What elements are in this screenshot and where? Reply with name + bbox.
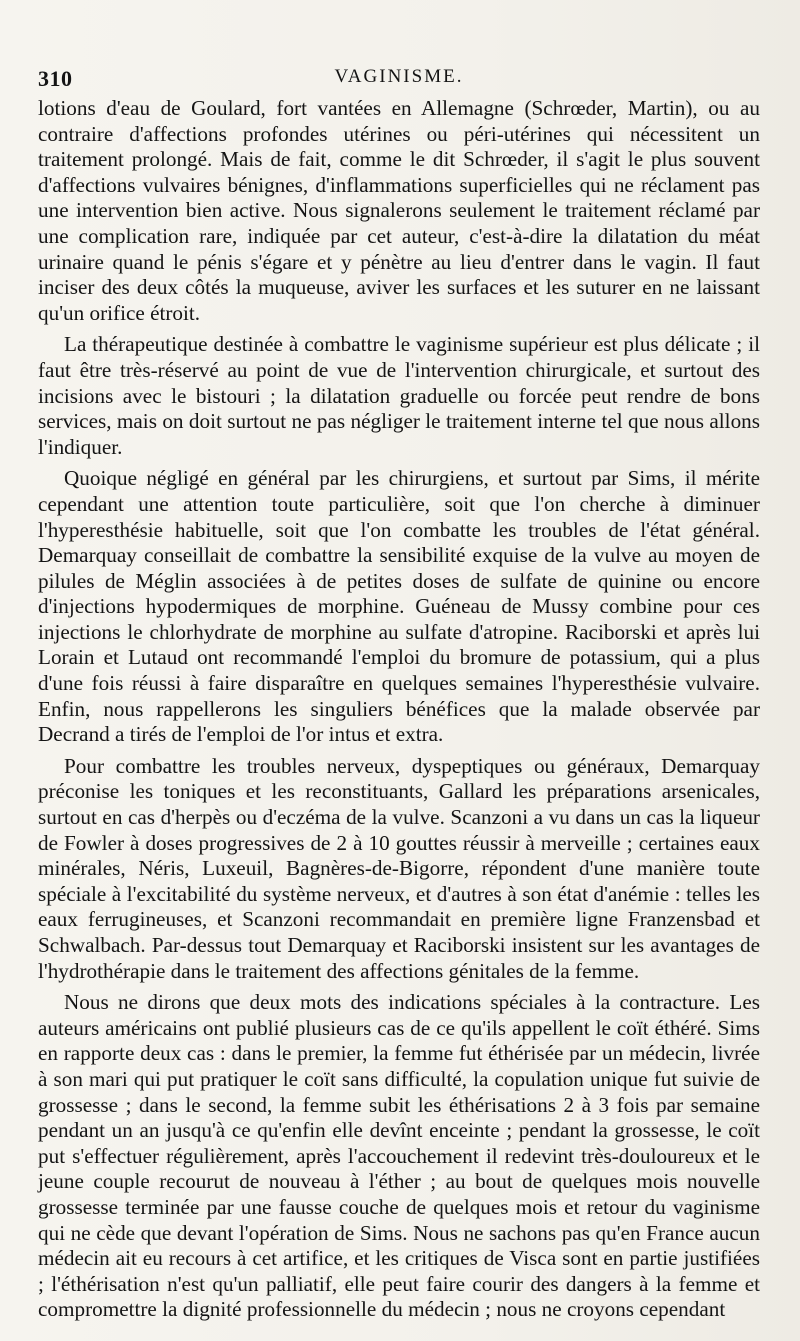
paragraph: La thérapeutique destinée à combattre le vaginisme supérieur est plus délicate ; il faut être très-réservé au point de vue de l'intervention chirurgicale, et surtout des incisions avec le bistouri ; la dilatation graduelle ou forcée peut rendre de bons services, mais on doit surtout ne pas négliger le traitement interne tel que nous allons l'indiquer. [38, 332, 760, 459]
body-text [38, 96, 760, 1323]
running-head: VAGINISME. [334, 66, 464, 87]
paragraph: Pour combattre les troubles nerveux, dyspeptiques ou généraux, Demarquay préconise les toniques et les reconstituants, Gallard les préparations arsenicales, surtout en cas d'herpès ou d'eczéma de la vulve. Scanzoni a vu dans un cas la liqueur de Fowler à doses progressives de 2 à 10 gouttes réussir à merveille ; certaines eaux minérales, Néris, Luxeuil, Bagnères-de-Bigorre, répondent d'une manière toute spéciale à l'excitabilité du système nerveux, et d'autres à son état d'anémie : telles les eaux ferrugineuses, et Scanzoni recommandait en première ligne Franzensbad et Schwalbach. Par-dessus tout Demarquay et Raciborski insistent sur les avantages de l'hydrothérapie dans le traitement des affections génitales de la femme. [38, 753, 760, 983]
paragraph: Quoique négligé en général par les chirurgiens, et surtout par Sims, il mérite cependant une attention toute particulière, soit que l'on cherche à diminuer l'hyperesthésie habituelle, soit que l'on combatte les troubles de l'état général. Demarquay conseillait de combattre la sensibilité exquise de la vulve au moyen de pilules de Méglin associées à de petites doses de sulfate de quinine ou encore d'injections hypodermiques de morphine. Guéneau de Mussy combine pour ces injections le chlorhydrate de morphine au sulfate d'atropine. Raciborski et après lui Lorain et Lutaud ont recommandé l'emploi du bromure de potassium, qui a plus d'une fois réussi à faire disparaître en quelques semaines l'hyperesthésie vulvaire. Enfin, nous rappellerons les singuliers bénéfices que la malade observée par Decrand a tirés de l'emploi de l'or intus et extra. [38, 466, 760, 747]
page-header [38, 62, 760, 96]
page-number: 310 [38, 66, 73, 91]
paragraph: lotions d'eau de Goulard, fort vantées en Allemagne (Schrœder, Martin), ou au contraire d'affections profondes utérines ou péri-utérines qui nécessitent un traitement prolongé. Mais de fait, comme le dit Schrœder, il s'agit le plus souvent d'affections vulvaires bénignes, d'inflammations superficielles qui ne réclament pas une intervention bien active. Nous signalerons seulement le traitement réclamé par une complication rare, indiquée par cet auteur, c'est-à-dire la dilatation du méat urinaire quand le pénis s'égare et y pénètre au lieu d'entrer dans le vagin. Il faut inciser des deux côtés la muqueuse, aviver les surfaces et les suturer en ne laissant qu'un orifice étroit. [38, 96, 760, 325]
paragraph: Nous ne dirons que deux mots des indications spéciales à la contracture. Les auteurs américains ont publié plusieurs cas de ce qu'ils appellent le coït éthéré. Sims en rapporte deux cas : dans le premier, la femme fut éthérisée par un médecin, livrée à son mari qui put pratiquer le coït sans difficulté, la copulation unique fut suivie de grossesse ; dans le second, la femme subit les éthérisations 2 à 3 fois par semaine pendant un an jusqu'à ce qu'enfin elle devînt enceinte ; pendant la grossesse, le coït put s'effectuer régulièrement, après l'accouchement il redevint très-douloureux et le jeune couple recourut de nouveau à l'éther ; au bout de quelques mois nouvelle grossesse terminée par une fausse couche de quelques mois et retour du vaginisme qui ne cède que devant l'opération de Sims. Nous ne sachons pas qu'en France aucun médecin ait eu recours à cet artifice, et les critiques de Visca sont en partie justifiées ; l'éthérisation n'est qu'un palliatif, elle peut faire courir des dangers à la femme et compromettre la dignité professionnelle du médecin ; nous ne croyons cependant [38, 990, 760, 1322]
